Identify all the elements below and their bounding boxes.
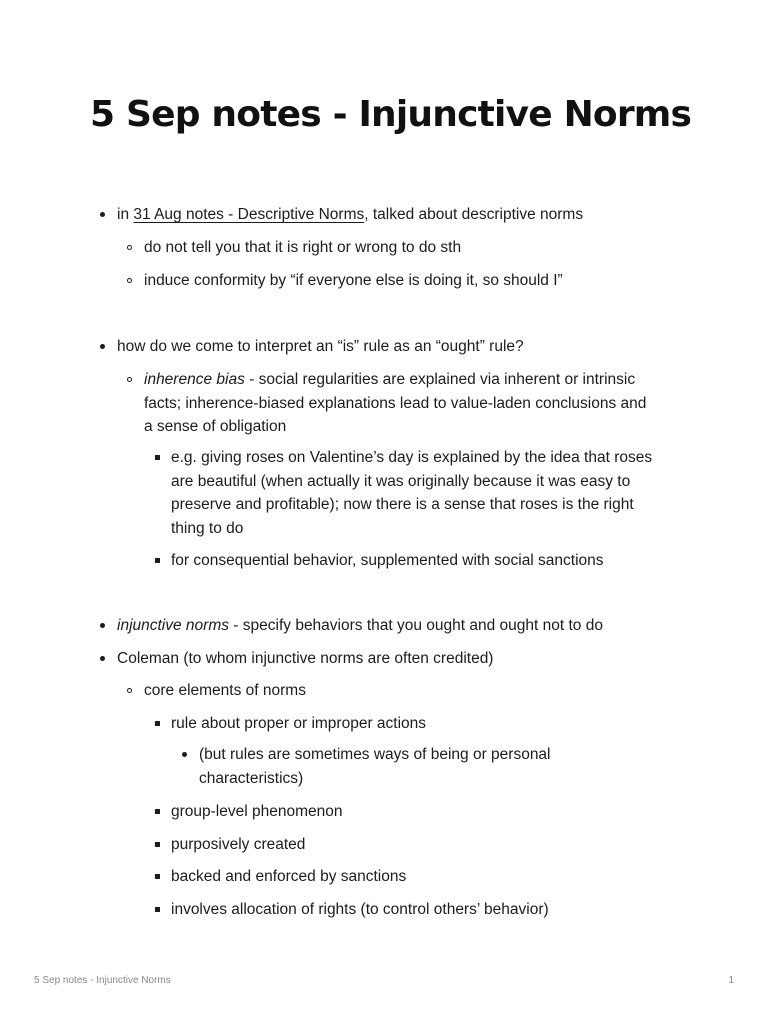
- bullet-circle: [127, 278, 132, 283]
- list-item-text: , talked about descriptive norms: [364, 206, 584, 223]
- footer-page-number: 1: [728, 975, 734, 986]
- list-item: do not tell you that it is right or wrong to do sth: [144, 239, 462, 256]
- bullet-square: [155, 842, 160, 847]
- bullet-square: [155, 558, 160, 563]
- list-item: [199, 743, 551, 790]
- list-item-text: thing to do: [171, 519, 244, 537]
- list-item: [171, 446, 652, 540]
- bullet-square: [155, 907, 160, 912]
- injunctive-norms-term: injunctive norms: [117, 617, 229, 634]
- descriptive-norms-link[interactable]: 31 Aug notes - Descriptive Norms: [133, 206, 365, 223]
- list-item: [144, 368, 646, 439]
- list-item-text: preserve and profitable); now there is a sense that roses is the right: [171, 496, 634, 513]
- bullet-disc: [182, 752, 187, 757]
- list-item-text: - specify behaviors that you ought and ought not to do: [229, 617, 603, 634]
- list-item: [117, 203, 583, 227]
- list-item-text: in: [117, 206, 134, 223]
- list-item: how do we come to interpret an “is” rule as an “ought” rule?: [117, 338, 524, 355]
- list-item: for consequential behavior, supplemented with social sanctions: [171, 552, 604, 569]
- list-item-text: (but rules are sometimes ways of being or personal: [199, 746, 551, 763]
- page-title: 5 Sep notes - Injunctive Norms: [90, 94, 692, 135]
- bullet-disc: [100, 212, 105, 217]
- bullet-square: [155, 874, 160, 879]
- list-item-text: a sense of obligation: [144, 418, 287, 435]
- bullet-square: [155, 721, 160, 726]
- list-item: [117, 614, 603, 638]
- list-item-text: facts; inherence-biased explanations lead to value-laden conclusions and: [144, 394, 647, 412]
- bullet-square: [155, 455, 160, 460]
- list-item: backed and enforced by sanctions: [171, 868, 407, 885]
- bullet-circle: [127, 688, 132, 693]
- bullet-disc: [100, 656, 105, 661]
- bullet-square: [155, 809, 160, 814]
- inherence-bias-term: inherence bias: [144, 371, 245, 388]
- list-item: rule about proper or improper actions: [171, 715, 427, 732]
- bullet-disc: [100, 623, 105, 628]
- list-item-text: e.g. giving roses on Valentine’s day is explained by the idea that roses: [171, 449, 653, 466]
- list-item-text: - social regularities are explained via inherent or intrinsic: [244, 371, 636, 388]
- list-item: core elements of norms: [144, 682, 306, 699]
- bullet-circle: [127, 245, 132, 250]
- list-item: induce conformity by “if everyone else is doing it, so should I”: [144, 272, 563, 289]
- bullet-disc: [100, 344, 105, 349]
- list-item-text: characteristics): [199, 769, 304, 787]
- footer-title: 5 Sep notes - Injunctive Norms: [34, 975, 171, 986]
- list-item-text: are beautiful (when actually it was originally because it was easy to: [171, 472, 631, 490]
- bullet-circle: [127, 377, 132, 382]
- list-item: Coleman (to whom injunctive norms are often credited): [117, 650, 494, 667]
- list-item: group-level phenomenon: [171, 803, 343, 820]
- list-item: involves allocation of rights (to control others’ behavior): [171, 901, 549, 918]
- list-item: purposively created: [171, 836, 306, 853]
